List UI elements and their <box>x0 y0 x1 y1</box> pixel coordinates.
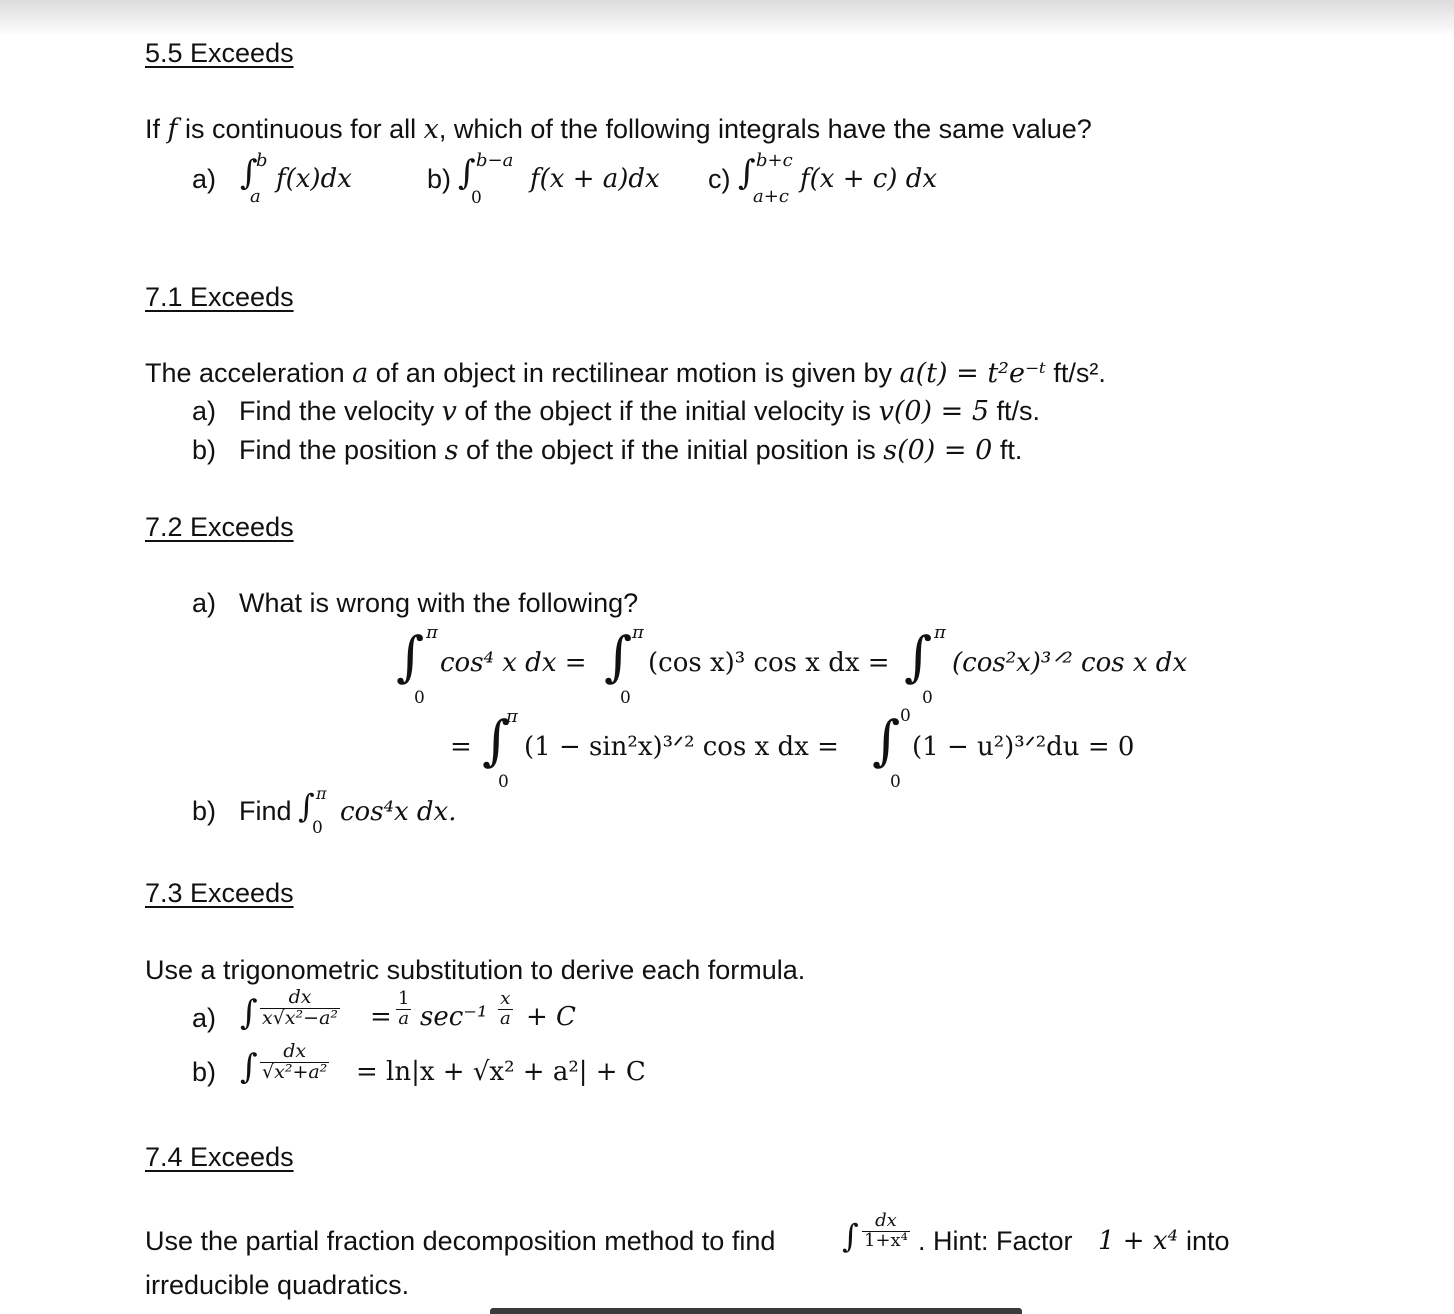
constant: + C <box>526 1002 576 1032</box>
derivation-term: (cos x)³ cos x dx = <box>648 648 890 678</box>
option-label: b) <box>427 164 452 194</box>
rhs-expression: = ln|x + √x² + a²| + C <box>356 1057 646 1087</box>
question-5-5: If f is continuous for all x, which of the following integrals have the same value? <box>145 114 1092 145</box>
item-label: a) <box>192 1003 217 1033</box>
integral-sign: ∫ <box>240 1047 258 1087</box>
question-text-line-2: irreducible quadratics. <box>145 1270 410 1300</box>
lower-limit: 0 <box>890 772 901 792</box>
heading-7-1: 7.1 Exceeds <box>145 282 294 312</box>
lhs-fraction: $\frac{dx}{\text{√x²+a²}}$ <box>262 1040 328 1083</box>
rhs-fraction-2: $\frac{x}{a}$ <box>500 988 511 1029</box>
lower-limit: 0 <box>471 188 482 208</box>
item-label: b) <box>192 796 217 826</box>
derivation-term: (1 − u²)³ᐟ²du = 0 <box>912 732 1135 762</box>
item-text: Find <box>239 796 292 826</box>
option-label: c) <box>708 164 731 194</box>
integral-sign: ∫ <box>240 153 258 193</box>
integral-sign: ∫ <box>482 709 511 772</box>
equals-sign: = <box>450 732 472 762</box>
lhs-fraction: $\frac{dx}{\text{x√x²−a²}}$ <box>262 986 339 1029</box>
item-a-7-2: a) What is wrong with the following? <box>192 588 639 618</box>
lower-limit: 0 <box>922 688 933 708</box>
window-bottom-handle <box>490 1308 1022 1314</box>
heading-7-3: 7.3 Exceeds <box>145 878 294 908</box>
item-expression: cos⁴x dx. <box>340 797 457 827</box>
upper-limit: π <box>934 622 946 643</box>
integrand: f(x)dx <box>276 164 352 194</box>
integral-sign: ∫ <box>738 153 756 193</box>
upper-limit: b−a <box>476 150 514 171</box>
heading-7-4: 7.4 Exceeds <box>145 1142 294 1172</box>
integrand: f(x + c) dx <box>800 164 938 194</box>
item-label: b) <box>192 1057 217 1087</box>
integral-sign: ∫ <box>872 709 901 772</box>
lower-limit: a <box>250 186 261 207</box>
item-b-7-1: b) Find the position s of the object if the initial position is s(0) = 0 ft. <box>192 435 1023 466</box>
derivation-term: (1 − sin²x)³ᐟ² cos x dx = <box>524 732 839 762</box>
option-label: a) <box>192 164 217 194</box>
integrand-fraction: $\frac{dx}{\text{1+x⁴}}$ <box>864 1210 908 1251</box>
upper-limit: b <box>256 150 268 171</box>
lower-limit: a+c <box>753 186 789 207</box>
lower-limit: 0 <box>498 772 509 792</box>
intro-7-3: Use a trigonometric substitution to derive each formula. <box>145 955 806 985</box>
inverse-secant: sec⁻¹ <box>420 1002 488 1032</box>
lower-limit: 0 <box>620 688 631 708</box>
window-top-bar <box>0 0 1454 36</box>
lower-limit: 0 <box>312 818 323 838</box>
rhs-fraction: $\frac{1}{a}$ <box>398 988 410 1029</box>
derivation-term: cos⁴ x dx = <box>440 648 587 678</box>
integral-sign: ∫ <box>458 153 476 193</box>
heading-5-5: 5.5 Exceeds <box>145 38 294 68</box>
upper-limit: b+c <box>756 150 793 171</box>
hint-text: . Hint: Factor <box>918 1226 1073 1256</box>
question-text: Use the partial fraction decomposition method to find <box>145 1226 776 1256</box>
integral-sign: ∫ <box>842 1217 859 1255</box>
upper-limit: π <box>316 784 327 803</box>
integral-sign: ∫ <box>604 625 633 688</box>
upper-limit: π <box>506 706 518 727</box>
upper-limit: π <box>632 622 644 643</box>
item-a-7-1: a) Find the velocity v of the object if the initial velocity is v(0) = 5 ft/s. <box>192 396 1041 427</box>
derivation-term: (cos²x)³ᐟ² cos x dx <box>952 648 1188 678</box>
integral-sign: ∫ <box>298 787 315 825</box>
upper-limit: π <box>426 622 438 643</box>
intro-7-1: The acceleration a of an object in rectilinear motion is given by a(t) = t²e⁻ᵗ ft/s². <box>145 358 1106 389</box>
integral-sign: ∫ <box>904 625 933 688</box>
lower-limit: 0 <box>414 688 425 708</box>
hint-expression: 1 + x⁴ <box>1098 1226 1178 1256</box>
integral-sign: ∫ <box>240 993 258 1033</box>
hint-text-end: into <box>1186 1226 1230 1256</box>
equals-sign: = <box>370 1002 392 1032</box>
upper-limit: 0 <box>900 706 911 726</box>
heading-7-2: 7.2 Exceeds <box>145 512 294 542</box>
integrand: f(x + a)dx <box>530 164 660 194</box>
integral-sign: ∫ <box>396 625 425 688</box>
